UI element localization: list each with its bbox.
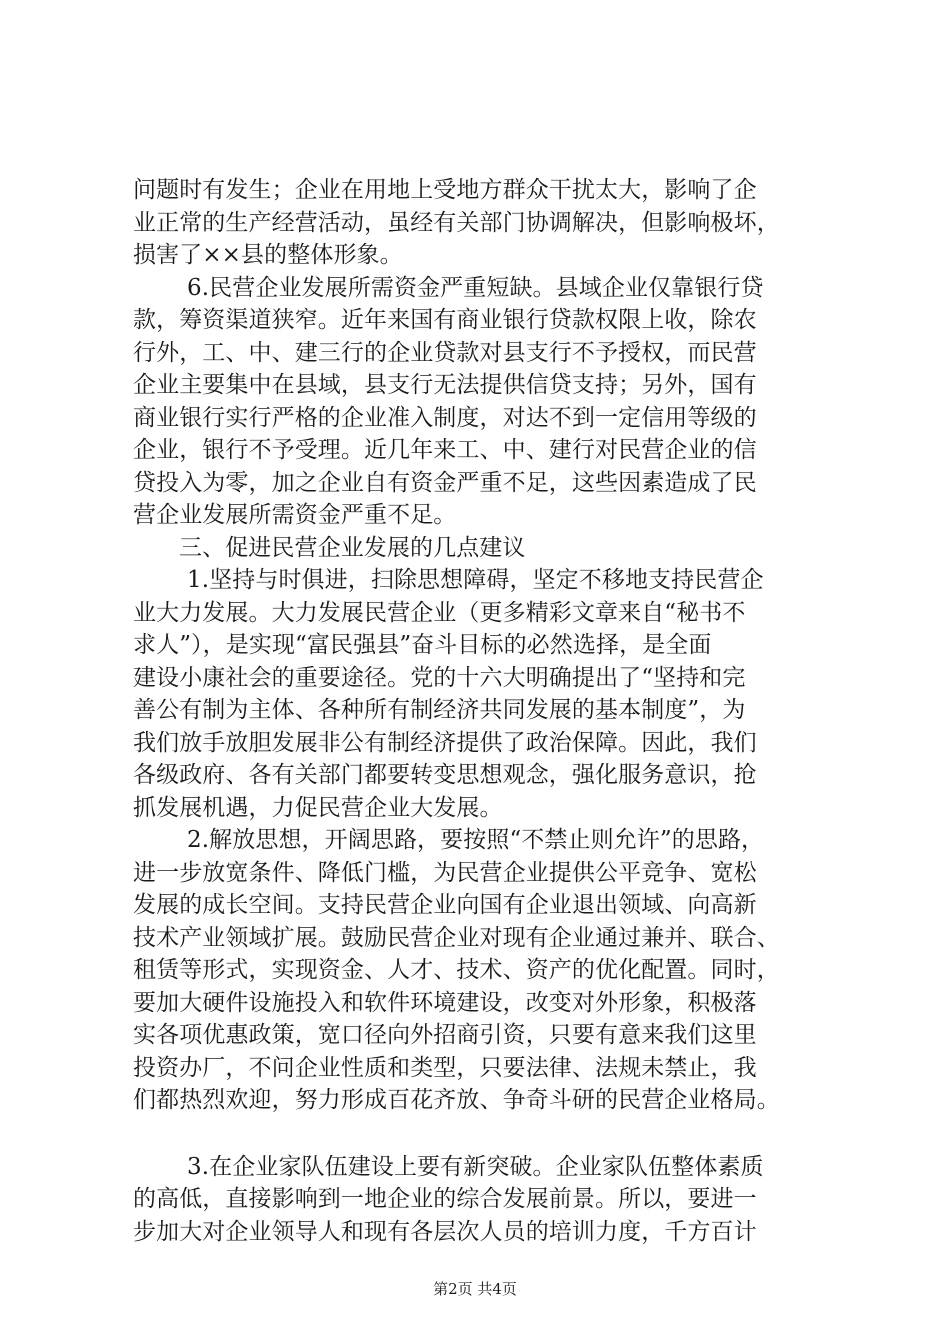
text-line: 投资办厂，不问企业性质和类型，只要法律、法规未禁止，我 <box>133 1054 757 1081</box>
text-line: 问题时有发生；企业在用地上受地方群众干扰太大，影响了企 <box>133 177 757 203</box>
text-line: 我们放手放胆发展非公有制经济提供了政治保障。因此，我们 <box>133 729 757 756</box>
text-line: 要加大硬件设施投入和软件环境建设，改变对外形象，积极落 <box>133 989 757 1016</box>
text-line: 的高低，直接影响到一地企业的综合发展前景。所以，要进一 <box>133 1186 757 1212</box>
document-body <box>133 174 833 1248</box>
text-line: 行外，工、中、建三行的企业贷款对县支行不予授权，而民营 <box>133 339 757 366</box>
paragraph-heading-3: 3.在企业家队伍建设上要有新突破。企业家队伍整体素质 <box>187 1153 764 1180</box>
text-line: 企业，银行不予受理。近几年来工、中、建行对民营企业的信 <box>133 437 757 463</box>
text-line: 营企业发展所需资金严重不足。 <box>133 502 457 528</box>
text-line: 善公有制为主体、各种所有制经济共同发展的基本制度”，为 <box>133 697 746 723</box>
paragraph-heading-1: 1.坚持与时俱进，扫除思想障碍，坚定不移地支持民营企 <box>187 567 764 593</box>
text-line: 建设小康社会的重要途径。党的十六大明确提出了“坚持和完 <box>133 664 746 691</box>
text-line: 商业银行实行严格的企业准入制度，对达不到一定信用等级的 <box>133 404 757 431</box>
text-line: 们都热烈欢迎，努力形成百花齐放、争奇斗研的民营企业格局。 <box>133 1087 780 1113</box>
text-line: 技术产业领域扩展。鼓励民营企业对现有企业通过兼并、联合、 <box>133 924 780 951</box>
text-line: 贷投入为零，加之企业自有资金严重不足，这些因素造成了民 <box>133 469 757 496</box>
text-line: 抓发展机遇，力促民营企业大发展。 <box>133 794 503 821</box>
paragraph-heading-6: 6.民营企业发展所需资金严重短缺。县域企业仅靠银行贷 <box>187 274 764 301</box>
text-line: 各级政府、各有关部门都要转变思想观念，强化服务意识，抢 <box>133 762 757 788</box>
text-line: 业正常的生产经营活动，虽经有关部门协调解决，但影响极坏， <box>133 209 780 236</box>
section-heading: 三、促进民营企业发展的几点建议 <box>179 534 526 561</box>
text-line: 企业主要集中在县域，县支行无法提供信贷支持；另外，国有 <box>133 372 757 398</box>
text-line: 进一步放宽条件、降低门槛，为民营企业提供公平竞争、宽松 <box>133 859 757 886</box>
page-number-footer: 第2页 共4页 <box>433 1280 517 1298</box>
text-line: 款，筹资渠道狭窄。近年来国有商业银行贷款权限上收，除农 <box>133 307 757 333</box>
paragraph-gap <box>133 1117 833 1151</box>
text-line: 步加大对企业领导人和现有各层次人员的培训力度，千方百计 <box>133 1218 757 1245</box>
text-line: 损害了××县的整体形象。 <box>133 242 403 268</box>
text-line: 实各项优惠政策，宽口径向外招商引资，只要有意来我们这里 <box>133 1022 757 1048</box>
text-line: 求人”），是实现“富民强县”奋斗目标的必然选择，是全面 <box>133 632 712 658</box>
paragraph-heading-2: 2.解放思想，开阔思路，要按照“不禁止则允许”的思路， <box>187 827 765 853</box>
text-line: 业大力发展。大力发展民营企业（更多精彩文章来自“秘书不 <box>133 599 746 626</box>
text-line: 租赁等形式，实现资金、人才、技术、资产的优化配置。同时， <box>133 957 780 983</box>
text-line: 发展的成长空间。支持民营企业向国有企业退出领域、向高新 <box>133 892 757 918</box>
